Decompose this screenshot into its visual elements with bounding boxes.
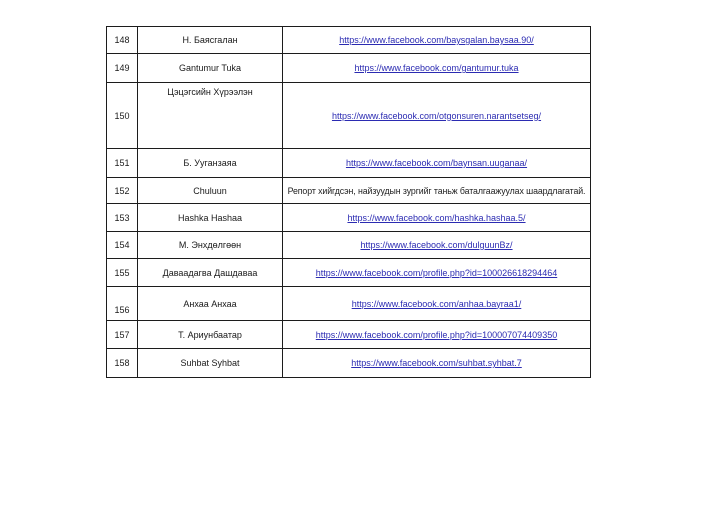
row-number-cell: 156: [107, 287, 138, 321]
table-row: [107, 149, 591, 178]
facebook-profile-link[interactable]: https://www.facebook.com/anhaa.bayraa1/: [351, 298, 522, 309]
person-name-cell: Б. Ууганзаяа: [138, 149, 283, 178]
row-number-cell: 148: [107, 27, 138, 54]
person-name-cell: Chuluun: [138, 178, 283, 204]
facebook-profile-link[interactable]: https://www.facebook.com/gantumur.tuka: [354, 63, 519, 73]
table-row: [107, 54, 591, 83]
person-name-cell: Т. Ариунбаатар: [138, 321, 283, 349]
profiles-table-body: [107, 27, 591, 378]
profile-link-cell: [283, 149, 591, 178]
profile-link-cell: [283, 287, 591, 321]
facebook-profile-link[interactable]: https://www.facebook.com/suhbat.syhbat.7: [351, 358, 522, 368]
person-name-cell: Цэцэгсийн Хүрээлэн: [138, 83, 283, 149]
person-name-cell: Hashka Hashaa: [138, 204, 283, 232]
person-name-cell: М. Энхдөлгөөн: [138, 232, 283, 259]
facebook-profile-link[interactable]: https://www.facebook.com/baynsan.uuganaa/: [345, 158, 528, 168]
status-note-cell: Репорт хийгдсэн, найзуудын зургийг таньж баталгаажуулах шаардлагатай.: [283, 178, 591, 204]
profile-link-cell: [283, 259, 591, 287]
facebook-profile-link[interactable]: https://www.facebook.com/profile.php?id=100026618294464: [315, 267, 558, 278]
person-name-cell: Н. Баясгалан: [138, 27, 283, 54]
row-number-cell: 153: [107, 204, 138, 232]
facebook-profile-link[interactable]: https://www.facebook.com/dulguunBz/: [360, 240, 513, 250]
facebook-profile-link[interactable]: https://www.facebook.com/profile.php?id=100007074409350: [315, 329, 558, 340]
row-number-cell: 154: [107, 232, 138, 259]
row-number-cell: 149: [107, 54, 138, 83]
table-row: [107, 259, 591, 287]
table-row: [107, 349, 591, 378]
person-name-cell: Анхаа Анхаа: [138, 287, 283, 321]
person-name-cell: Даваадагва Дашдаваа: [138, 259, 283, 287]
profile-link-cell: [283, 27, 591, 54]
facebook-profile-link[interactable]: https://www.facebook.com/baysgalan.baysaa.90/: [339, 35, 534, 45]
row-number-cell: 155: [107, 259, 138, 287]
profile-link-cell: [283, 232, 591, 259]
profile-link-cell: [283, 321, 591, 349]
person-name-cell: Gantumur Tuka: [138, 54, 283, 83]
profile-link-cell: [283, 204, 591, 232]
profiles-table: [106, 26, 591, 378]
facebook-profile-link[interactable]: https://www.facebook.com/hashka.hashaa.5/: [347, 212, 526, 223]
row-number-cell: 157: [107, 321, 138, 349]
table-row: [107, 232, 591, 259]
row-number-cell: 158: [107, 349, 138, 378]
profile-link-cell: [283, 54, 591, 83]
row-number-cell: 150: [107, 83, 138, 149]
table-row: [107, 287, 591, 321]
facebook-profile-link[interactable]: https://www.facebook.com/otgonsuren.narantsetseg/: [331, 110, 542, 121]
table-row: [107, 321, 591, 349]
row-number-cell: 151: [107, 149, 138, 178]
person-name-cell: Suhbat Syhbat: [138, 349, 283, 378]
row-number-cell: 152: [107, 178, 138, 204]
table-row: [107, 178, 591, 204]
table-row: [107, 83, 591, 149]
profile-link-cell: [283, 83, 591, 149]
table-row: [107, 204, 591, 232]
profile-link-cell: [283, 349, 591, 378]
table-row: [107, 27, 591, 54]
